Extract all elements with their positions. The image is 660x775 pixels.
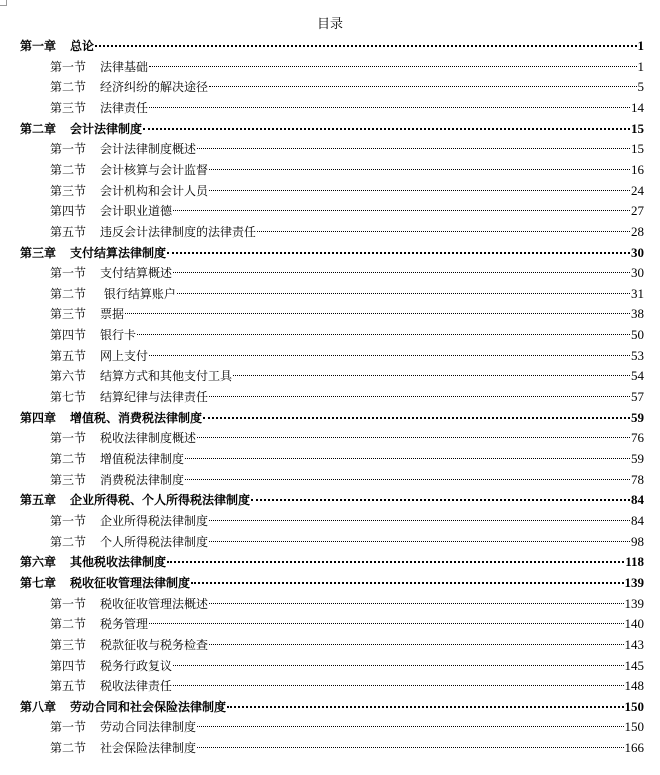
toc-section-entry[interactable] — [0, 181, 660, 201]
toc-entry-number: 第六章 — [20, 555, 57, 570]
dot-leader — [209, 541, 630, 542]
toc-page-number: 1 — [637, 38, 644, 53]
toc-entry-heading — [0, 614, 148, 634]
toc-entry-title: 会计法律制度概述 — [100, 142, 197, 157]
toc-entry-title: 增值税法律制度 — [100, 452, 185, 466]
toc-section-entry[interactable] — [0, 160, 660, 180]
toc-section-entry[interactable] — [0, 139, 660, 159]
dot-leader — [209, 644, 623, 645]
dot-leader — [209, 190, 630, 191]
toc-entry-number: 第四节 — [50, 204, 87, 219]
toc-section-entry[interactable] — [0, 428, 660, 448]
toc-section-entry[interactable] — [0, 222, 660, 242]
toc-entry-number: 第二节 — [50, 617, 87, 632]
toc-entry-number: 第六节 — [50, 369, 87, 384]
toc-page-number: 84 — [631, 492, 644, 508]
toc-page-number: 57 — [631, 389, 644, 405]
toc-page-number: 5 — [637, 79, 644, 95]
dot-leader — [173, 272, 630, 273]
toc-entry-heading — [0, 552, 166, 572]
toc-page-number: 78 — [631, 471, 644, 487]
toc-entry-heading — [0, 57, 148, 77]
toc-entry-number: 第一节 — [50, 59, 87, 74]
toc-entry-number: 第三章 — [20, 245, 57, 260]
toc-page-number: 27 — [631, 203, 644, 219]
toc-entry-heading — [0, 408, 202, 428]
toc-page-number: 24 — [631, 182, 644, 198]
toc-chapter-entry[interactable] — [0, 119, 660, 139]
toc-entry-title: 社会保险法律制度 — [100, 741, 197, 756]
toc-entry-title: 结算方式和其他支付工具 — [100, 369, 233, 384]
dot-leader — [209, 603, 623, 604]
dot-leader — [149, 66, 636, 67]
toc-chapter-entry[interactable] — [0, 573, 660, 593]
toc-page-number: 30 — [631, 265, 644, 281]
toc-entry-number: 第四章 — [20, 410, 57, 425]
toc-entry-heading — [0, 676, 172, 696]
toc-entry-number: 第五节 — [50, 224, 87, 239]
dot-leader — [197, 747, 623, 748]
toc-entry-title: 税款征收与税务检查 — [100, 637, 209, 652]
toc-entry-title: 企业所得税、个人所得税法律制度 — [70, 493, 251, 508]
toc-entry-title: 劳动合同和社会保险法律制度 — [70, 699, 227, 714]
toc-section-entry[interactable] — [0, 387, 660, 407]
toc-page-number: 84 — [631, 512, 644, 528]
toc-page-number: 59 — [631, 451, 644, 466]
dot-leader — [149, 107, 630, 108]
toc-page-number: 150 — [624, 698, 644, 714]
toc-entry-number: 第三节 — [50, 183, 87, 198]
toc-entry-number: 第一节 — [50, 431, 87, 446]
toc-entry-title: 违反会计法律制度的法律责任 — [100, 224, 257, 239]
toc-entry-number: 第二节 — [50, 162, 87, 177]
toc-page-number: 16 — [631, 161, 644, 177]
dot-leader — [173, 210, 630, 211]
toc-entry-heading — [0, 532, 208, 552]
toc-section-entry[interactable] — [0, 532, 660, 552]
dot-leader — [149, 623, 623, 624]
dot-leader — [149, 355, 630, 356]
toc-page-number: 139 — [624, 595, 644, 611]
toc-entry-heading — [0, 98, 148, 118]
toc-entry-title: 劳动合同法律制度 — [100, 720, 197, 735]
toc-section-entry[interactable] — [0, 304, 660, 324]
toc-entry-heading — [0, 222, 256, 242]
toc-entry-heading — [0, 366, 232, 386]
toc-entry-number: 第四节 — [50, 658, 87, 673]
toc-entry-title: 个人所得税法律制度 — [100, 534, 209, 549]
toc-entry-title: 支付结算概述 — [100, 266, 173, 281]
dot-leader — [197, 726, 623, 727]
toc-title: 目录 — [316, 17, 343, 32]
toc-section-entry[interactable] — [0, 511, 660, 531]
toc-entry-heading — [0, 181, 208, 201]
toc-page-number: 118 — [625, 554, 644, 570]
toc-entry-number: 第二节 — [50, 80, 87, 95]
dot-leader — [209, 520, 630, 521]
toc-page-number: 1 — [637, 58, 644, 74]
toc-section-entry[interactable] — [0, 676, 660, 696]
toc-entry-title: 法律基础 — [100, 59, 149, 74]
toc-entry-title: 会计核算与会计监督 — [100, 162, 209, 177]
toc-entry-number: 第一节 — [50, 596, 87, 611]
dot-leader — [185, 479, 630, 480]
toc-entry-number: 第七节 — [50, 390, 87, 405]
toc-section-entry[interactable] — [0, 346, 660, 366]
toc-entry-title: 支付结算法律制度 — [70, 245, 167, 260]
toc-entry-heading — [0, 36, 94, 56]
toc-entry-number: 第一节 — [50, 513, 87, 528]
toc-section-entry[interactable] — [0, 470, 660, 490]
toc-chapter-entry[interactable] — [0, 408, 660, 428]
toc-entry-number: 第二章 — [20, 121, 57, 136]
toc-entry-heading — [0, 119, 142, 139]
toc-entry-number: 第七章 — [20, 575, 57, 590]
toc-entry-heading — [0, 594, 208, 614]
dot-leader — [191, 582, 623, 584]
dot-leader — [203, 417, 630, 419]
toc-entry-heading — [0, 160, 208, 180]
toc-section-entry[interactable] — [0, 656, 660, 676]
toc-chapter-entry[interactable] — [0, 552, 660, 572]
dot-leader — [167, 561, 624, 563]
toc-entry-title: 税务管理 — [100, 617, 149, 632]
toc-entry-title: 其他税收法律制度 — [70, 555, 167, 570]
toc-section-entry[interactable] — [0, 594, 660, 614]
toc-chapter-entry[interactable] — [0, 36, 660, 56]
dot-leader — [251, 499, 630, 501]
toc-entry-title: 网上支付 — [100, 348, 149, 363]
toc-page-number: 53 — [631, 347, 644, 363]
toc-entry-title: 经济纠纷的解决途径 — [100, 80, 209, 95]
dot-leader — [197, 437, 630, 438]
toc-entry-number: 第八章 — [20, 699, 57, 714]
toc-entry-title: 增值税、消费税法律制度 — [70, 410, 203, 425]
toc-entry-title: 税收征收管理法律制度 — [70, 575, 191, 590]
toc-entry-heading — [0, 656, 172, 676]
toc-entry-heading — [0, 304, 124, 324]
toc-entry-number: 第三节 — [50, 637, 87, 652]
toc-entry-heading — [0, 490, 250, 510]
toc-page-number: 139 — [624, 574, 644, 590]
dot-leader — [95, 45, 636, 47]
toc-entry-title: 税收法律责任 — [100, 679, 173, 694]
toc-section-entry[interactable] — [0, 77, 660, 97]
toc-entry-title: 总论 — [70, 39, 95, 53]
dot-leader — [125, 313, 630, 314]
toc-entry-heading — [0, 325, 136, 345]
toc-section-entry[interactable] — [0, 717, 660, 737]
toc-entry-title: 会计机构和会计人员 — [100, 183, 209, 198]
toc-page-number: 15 — [631, 120, 644, 136]
toc-entry-title: 会计职业道德 — [100, 204, 173, 219]
toc-entry-heading — [0, 511, 208, 531]
toc-page-number: 31 — [631, 285, 644, 301]
dot-leader — [167, 252, 630, 254]
dot-leader — [209, 86, 636, 87]
toc-entry-number: 第一节 — [50, 266, 87, 281]
toc-entry-title: 企业所得税法律制度 — [100, 513, 209, 528]
toc-section-entry[interactable] — [0, 366, 660, 386]
toc-page-number: 14 — [631, 99, 644, 115]
toc-entry-number: 第二节 — [50, 741, 87, 756]
toc-page-number: 59 — [631, 409, 644, 425]
toc-page-number: 76 — [631, 430, 644, 446]
toc-page-number: 54 — [631, 368, 644, 384]
toc-entry-heading — [0, 284, 176, 304]
toc-section-entry[interactable] — [0, 325, 660, 345]
page-corner-mark — [0, 0, 7, 6]
toc-entry-number: 第四节 — [50, 328, 87, 343]
toc-entry-number: 第五节 — [50, 679, 87, 694]
toc-page-number: 140 — [624, 616, 644, 632]
toc-entry-heading — [0, 697, 226, 717]
toc-entry-heading — [0, 573, 190, 593]
toc-page-number: 38 — [631, 306, 644, 322]
toc-entry-heading — [0, 470, 184, 490]
toc-entry-number: 第二节 — [50, 452, 87, 466]
toc-entry-heading — [0, 635, 208, 655]
toc-entry-number: 第一节 — [50, 720, 87, 735]
toc-page-number: 145 — [624, 657, 644, 673]
toc-chapter-entry[interactable] — [0, 490, 660, 510]
toc-entry-number: 第五章 — [20, 493, 57, 508]
toc-entry-number: 第二节 — [50, 286, 87, 301]
dot-leader — [173, 685, 623, 686]
dot-leader — [143, 128, 630, 130]
toc-section-entry[interactable] — [0, 635, 660, 655]
toc-entry-heading — [0, 428, 196, 448]
toc-entry-number: 第二节 — [50, 534, 87, 549]
toc-section-entry[interactable] — [0, 57, 660, 77]
dot-leader — [233, 375, 630, 376]
toc-entry-number: 第三节 — [50, 307, 87, 322]
toc-entry-title: 结算纪律与法律责任 — [100, 390, 209, 405]
toc-entry-heading — [0, 346, 148, 366]
toc-entry-heading — [0, 717, 196, 737]
toc-page-number: 166 — [624, 740, 644, 756]
toc-section-entry[interactable] — [0, 284, 660, 304]
toc-entry-heading — [0, 139, 196, 159]
toc-entry-heading — [0, 263, 172, 283]
toc-section-entry[interactable] — [0, 738, 660, 758]
toc-entry-number: 第一章 — [20, 39, 57, 53]
dot-leader — [173, 665, 623, 666]
toc-page-number: 150 — [624, 719, 644, 735]
toc-page-number: 15 — [631, 141, 644, 157]
dot-leader — [209, 169, 630, 170]
dot-leader — [197, 148, 630, 149]
toc-page-number: 30 — [631, 244, 644, 260]
toc-entry-heading — [0, 449, 184, 469]
toc-page-number: 28 — [631, 223, 644, 239]
toc-entry-title: 税务行政复议 — [100, 658, 173, 673]
dot-leader — [257, 231, 630, 232]
toc-entry-heading — [0, 77, 208, 97]
toc-entry-title: 税收征收管理法概述 — [100, 596, 209, 611]
toc-entry-heading — [0, 201, 172, 221]
toc-entry-number: 第五节 — [50, 348, 87, 363]
toc-section-entry[interactable] — [0, 449, 660, 469]
toc-page-number: 50 — [631, 327, 644, 343]
toc-section-entry[interactable] — [0, 614, 660, 634]
toc-entry-heading — [0, 387, 208, 407]
toc-chapter-entry[interactable] — [0, 243, 660, 263]
toc-entry-number: 第三节 — [50, 472, 87, 487]
toc-section-entry[interactable] — [0, 263, 660, 283]
dot-leader — [185, 458, 630, 459]
toc-entry-title: 税收法律制度概述 — [100, 431, 197, 446]
toc-section-entry[interactable] — [0, 201, 660, 221]
toc-chapter-entry[interactable] — [0, 697, 660, 717]
toc-page-number: 98 — [631, 533, 644, 549]
toc-entry-title: 消费税法律制度 — [100, 472, 185, 487]
toc-page-number: 148 — [624, 678, 644, 694]
toc-entry-number: 第三节 — [50, 100, 87, 115]
toc-entry-title: 法律责任 — [100, 100, 149, 115]
toc-entry-heading — [0, 243, 166, 263]
toc-entry-title: 票据 — [100, 307, 125, 322]
toc-entry-title: 银行结算账户 — [100, 286, 176, 301]
dot-leader — [227, 706, 623, 708]
toc-entry-number: 第一节 — [50, 142, 87, 157]
dot-leader — [209, 396, 630, 397]
dot-leader — [177, 293, 630, 294]
toc-entry-title: 会计法律制度 — [70, 121, 143, 136]
toc-entry-heading — [0, 738, 196, 758]
toc-section-entry[interactable] — [0, 98, 660, 118]
toc-page-number: 143 — [624, 636, 644, 652]
toc-entry-title: 银行卡 — [100, 328, 137, 343]
dot-leader — [137, 334, 630, 335]
